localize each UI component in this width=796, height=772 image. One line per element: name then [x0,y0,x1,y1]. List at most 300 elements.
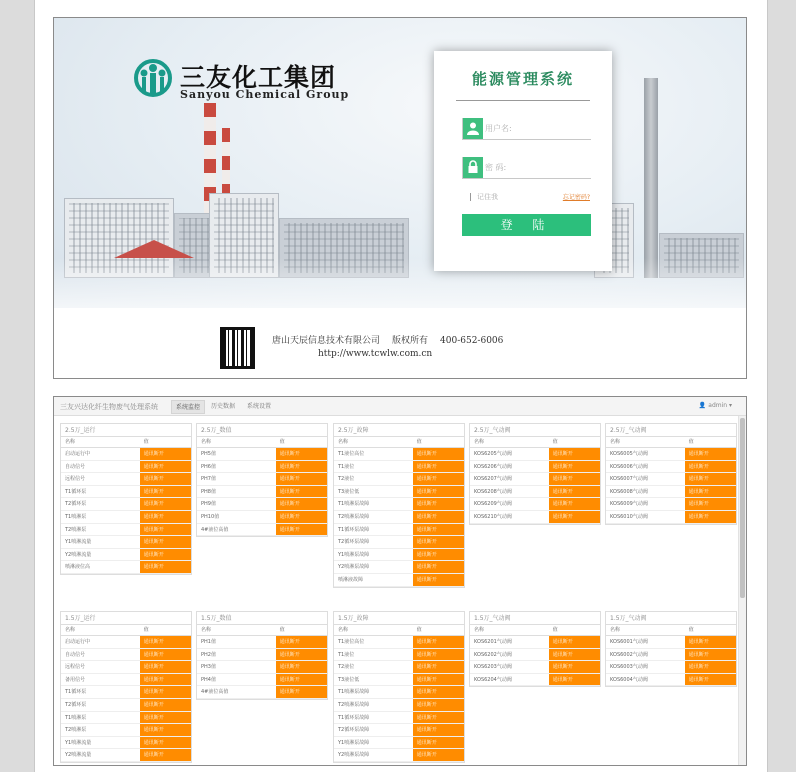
row-name: T1喷淋泵 [65,714,87,721]
user-icon [463,118,483,139]
table-row [470,448,600,461]
row-name: PH2值 [201,651,216,658]
footer-phone: 400-652-6006 [440,336,504,346]
table-row [334,549,464,562]
table-header [470,625,600,636]
table-header [334,437,464,448]
row-status-badge: 通讯断开 [413,486,464,498]
table-row [606,674,736,687]
table-row [61,661,191,674]
row-name: KOS6009气动阀 [610,501,648,508]
row-name: KOS6203气动阀 [474,664,512,671]
column-header-value: 值 [552,627,558,633]
table-header [334,625,464,636]
user-icon: 👤 [698,402,709,409]
row-status-badge: 通讯断开 [413,661,464,673]
panel-title: 1.5万_数值 [197,612,327,625]
row-status-badge: 通讯断开 [140,724,191,736]
table-row [606,461,736,474]
status-panel [469,423,601,525]
row-status-badge: 通讯断开 [140,686,191,698]
table-row [606,511,736,524]
table-row [334,661,464,674]
row-status-badge: 通讯断开 [685,498,736,510]
column-header-value: 值 [143,439,149,445]
row-name: T1循环泵 [65,689,87,696]
company-name-en: Sanyou Chemical Group [180,88,350,101]
row-status-badge: 通讯断开 [140,448,191,460]
table-row [61,724,191,737]
top-navbar [54,397,746,416]
status-panel [469,611,601,687]
row-status-badge: 通讯断开 [549,636,600,648]
row-name: KOS6204气动阀 [474,676,512,683]
panel-title: 2.5万_故障 [334,424,464,437]
row-status-badge: 通讯断开 [685,448,736,460]
table-row [470,486,600,499]
row-status-badge: 通讯断开 [276,461,327,473]
table-header [470,437,600,448]
row-status-badge: 通讯断开 [140,561,191,573]
panel-title: 2.5万_数值 [197,424,327,437]
row-name: T2循环泵 [65,501,87,508]
row-status-badge: 通讯断开 [276,511,327,523]
row-name: T3液位低 [338,676,360,683]
table-row [197,486,327,499]
row-name: KOS6207气动阀 [474,476,512,483]
row-name: 喷淋液故障 [338,576,364,583]
row-name: T2液位 [338,476,355,483]
table-row [61,712,191,725]
row-name: KOS6006气动阀 [610,463,648,470]
table-row [606,498,736,511]
table-row [334,486,464,499]
row-status-badge: 通讯断开 [140,749,191,761]
status-panel [605,423,737,525]
table-row [606,448,736,461]
column-header-value: 值 [279,627,285,633]
row-name: T2液位 [338,664,355,671]
table-row [334,448,464,461]
row-name: KOS6210气动阀 [474,513,512,520]
row-name: 自动信号 [65,463,86,470]
row-status-badge: 通讯断开 [413,549,464,561]
row-name: T2喷淋泵 [65,526,87,533]
dashboard-screenshot [53,396,747,766]
row-name: 远程信号 [65,664,86,671]
column-header-name: 名称 [474,627,485,633]
table-row [197,473,327,486]
row-name: T1循环泵 [65,488,87,495]
row-status-badge: 通讯断开 [276,448,327,460]
row-name: Y1喷淋流量 [65,539,92,546]
row-name: 启动运行中 [65,451,91,457]
row-status-badge: 通讯断开 [549,511,600,523]
table-row [470,473,600,486]
table-header [606,437,736,448]
table-row [334,461,464,474]
row-status-badge: 通讯断开 [685,661,736,673]
row-status-badge: 通讯断开 [140,699,191,711]
table-row [334,561,464,574]
column-header-name: 名称 [338,439,349,445]
vertical-scrollbar[interactable] [738,416,746,765]
row-name: T1喷淋泵 [65,513,87,520]
table-row [606,486,736,499]
table-row [334,536,464,549]
table-row [470,461,600,474]
row-name: T1循环泵故障 [338,526,370,533]
row-name: Y1喷淋泵故障 [338,739,370,746]
table-row [606,636,736,649]
table-row [61,536,191,549]
row-name: KOS6010气动阀 [610,513,648,520]
table-row [470,511,600,524]
row-status-badge: 通讯断开 [140,524,191,536]
table-row [197,511,327,524]
table-row [61,636,191,649]
row-status-badge: 通讯断开 [685,636,736,648]
column-header-name: 名称 [338,627,349,633]
row-name: KOS6201气动阀 [474,639,512,645]
row-status-badge: 通讯断开 [685,473,736,485]
column-header-value: 值 [416,627,422,633]
row-name: T1喷淋泵故障 [338,501,370,508]
remember-me-checkbox[interactable] [470,192,498,202]
column-header-value: 值 [416,439,422,445]
row-name: PH10值 [201,513,220,520]
row-name: T1液位 [338,463,355,470]
row-name: PH7值 [201,476,216,483]
tab-monitor[interactable]: 系统监控 [171,400,205,414]
row-status-badge: 通讯断开 [413,636,464,648]
login-card [434,51,612,271]
row-status-badge: 通讯断开 [549,448,600,460]
row-name: Y2喷淋流量 [65,551,92,558]
table-row [197,461,327,474]
row-status-badge: 通讯断开 [140,511,191,523]
table-row [334,511,464,524]
table-row [61,686,191,699]
column-header-value: 值 [688,439,694,445]
forgot-password-link[interactable]: 忘记密码? [562,194,590,201]
row-name: T2喷淋泵故障 [338,513,370,520]
row-status-badge: 通讯断开 [276,524,327,536]
password-input[interactable] [485,159,585,175]
row-name: T1液位 [338,651,355,658]
remember-me-label: 记住我 [477,193,498,201]
table-row [334,498,464,511]
table-header [606,625,736,636]
row-name: T2喷淋泵故障 [338,701,370,708]
row-name: KOS6209气动阀 [474,501,512,508]
table-row [61,737,191,750]
row-status-badge: 通讯断开 [685,461,736,473]
row-status-badge: 通讯断开 [276,661,327,673]
qr-code-icon [220,327,255,369]
table-row [61,461,191,474]
row-status-badge: 通讯断开 [413,448,464,460]
row-name: PH5值 [201,451,216,457]
table-row [606,473,736,486]
row-status-badge: 通讯断开 [413,737,464,749]
red-roof [114,240,194,258]
table-row [61,473,191,486]
row-status-badge: 通讯断开 [685,486,736,498]
table-row [197,448,327,461]
table-row [61,448,191,461]
table-row [197,636,327,649]
table-row [61,511,191,524]
table-row [334,574,464,587]
row-name: KOS6202气动阀 [474,651,512,658]
table-row [334,699,464,712]
chimney-gray [644,78,658,278]
row-status-badge: 通讯断开 [276,636,327,648]
username-field[interactable] [462,118,591,140]
panel-title: 1.5万_气动阀 [606,612,736,625]
column-header-name: 名称 [610,627,621,633]
table-row [197,649,327,662]
column-header-value: 值 [143,627,149,633]
user-menu[interactable] [699,402,732,409]
row-status-badge: 通讯断开 [413,686,464,698]
table-row [61,649,191,662]
row-status-badge: 通讯断开 [549,661,600,673]
row-name: Y1喷淋流量 [65,739,92,746]
table-row [61,561,191,574]
row-status-badge: 通讯断开 [413,498,464,510]
row-name: PH1值 [201,639,216,645]
app-title: 三友兴达化纤生物废气处理系统 [60,403,158,411]
table-row [334,686,464,699]
row-name: T2循环泵故障 [338,727,370,734]
row-name: Y2喷淋泵故障 [338,752,370,759]
row-name: T1液位高位 [338,639,365,645]
table-row [334,749,464,762]
row-name: KOS6005气动阀 [610,451,648,457]
table-row [470,636,600,649]
row-name: T2喷淋泵 [65,727,87,734]
row-name: PH8值 [201,488,216,495]
row-status-badge: 通讯断开 [140,661,191,673]
row-status-badge: 通讯断开 [140,486,191,498]
footer-company: 唐山天辰信息技术有限公司 [272,336,381,346]
table-row [61,699,191,712]
table-row [334,724,464,737]
row-name: 备用信号 [65,676,86,683]
row-status-badge: 通讯断开 [140,473,191,485]
company-name-cn: 三友化工集团 [180,63,337,92]
row-status-badge: 通讯断开 [413,649,464,661]
row-name: T1循环泵故障 [338,714,370,721]
row-name: KOS6008气动阀 [610,488,648,495]
row-status-badge: 通讯断开 [685,674,736,686]
table-row [61,486,191,499]
row-status-badge: 通讯断开 [549,473,600,485]
status-panel [333,423,465,588]
table-row [334,649,464,662]
footer-copyright [272,333,515,346]
table-row [197,674,327,687]
row-status-badge: 通讯断开 [413,674,464,686]
row-name: Y2喷淋泵故障 [338,564,370,571]
row-status-badge: 通讯断开 [413,524,464,536]
row-status-badge: 通讯断开 [276,649,327,661]
background-fade [54,258,746,328]
column-header-name: 名称 [474,439,485,445]
row-status-badge: 通讯断开 [140,536,191,548]
table-row [61,674,191,687]
system-title: 能源管理系统 [471,70,574,88]
row-status-badge: 通讯断开 [276,486,327,498]
row-status-badge: 通讯断开 [413,536,464,548]
table-row [197,661,327,674]
column-header-value: 值 [688,627,694,633]
lock-icon [463,157,483,178]
table-row [606,661,736,674]
row-status-badge: 通讯断开 [549,461,600,473]
table-row [334,737,464,750]
table-row [334,674,464,687]
row-name: 4#液位高值 [201,526,229,533]
row-status-badge: 通讯断开 [413,574,464,586]
username-input[interactable] [485,120,585,136]
row-name: PH6值 [201,463,216,470]
password-field[interactable] [462,157,591,179]
panel-title: 1.5万_运行 [61,612,191,625]
row-name: PH9值 [201,501,216,508]
row-name: KOS6002气动阀 [610,651,648,658]
row-status-badge: 通讯断开 [140,498,191,510]
row-status-badge: 通讯断开 [413,749,464,761]
row-name: 喷淋液位高 [65,564,91,571]
status-panel [60,423,192,575]
row-status-badge: 通讯断开 [549,486,600,498]
row-status-badge: 通讯断开 [413,511,464,523]
table-row [61,498,191,511]
row-name: Y2喷淋流量 [65,752,92,759]
status-panel [333,611,465,763]
row-status-badge: 通讯断开 [276,498,327,510]
panel-title: 1.5万_故障 [334,612,464,625]
table-row [61,549,191,562]
row-name: KOS6208气动阀 [474,488,512,495]
table-row [197,498,327,511]
row-status-badge: 通讯断开 [140,674,191,686]
table-row [334,524,464,537]
table-row [334,712,464,725]
table-header [197,437,327,448]
tab-settings[interactable]: 系统设置 [247,403,272,410]
table-row [61,749,191,762]
table-row [470,649,600,662]
column-header-name: 名称 [65,439,76,445]
user-name: admin [708,402,728,409]
table-header [197,625,327,636]
row-name: KOS6001气动阀 [610,639,648,645]
column-header-name: 名称 [610,439,621,445]
caret-down-icon: ▾ [727,402,732,409]
row-status-badge: 通讯断开 [140,461,191,473]
row-status-badge: 通讯断开 [140,712,191,724]
column-header-value: 值 [552,439,558,445]
sanyou-logo-icon [134,58,172,100]
row-name: KOS6007气动阀 [610,476,648,483]
row-status-badge: 通讯断开 [549,498,600,510]
panel-title: 2.5万_气动阀 [606,424,736,437]
column-header-name: 名称 [201,439,212,445]
table-row [470,674,600,687]
status-panel [196,611,328,700]
panel-title: 2.5万_运行 [61,424,191,437]
table-row [334,473,464,486]
footer-url[interactable]: http://www.tcwlw.com.cn [318,349,433,359]
row-name: KOS6004气动阀 [610,676,648,683]
row-status-badge: 通讯断开 [413,724,464,736]
row-name: T2循环泵故障 [338,539,370,546]
table-row [197,686,327,699]
table-header [61,437,191,448]
row-name: KOS6206气动阀 [474,463,512,470]
row-name: KOS6003气动阀 [610,664,648,671]
row-name: PH4值 [201,676,216,683]
row-name: 4#液位高值 [201,689,229,696]
row-status-badge: 通讯断开 [549,649,600,661]
row-name: Y1喷淋泵故障 [338,551,370,558]
table-row [606,649,736,662]
tab-history[interactable]: 历史数据 [211,403,236,410]
row-status-badge: 通讯断开 [276,473,327,485]
row-name: T1喷淋泵故障 [338,689,370,696]
row-name: T1液位高位 [338,451,365,457]
row-status-badge: 通讯断开 [413,561,464,573]
row-status-badge: 通讯断开 [276,674,327,686]
table-header [61,625,191,636]
row-name: PH3值 [201,664,216,671]
row-status-badge: 通讯断开 [413,699,464,711]
row-status-badge: 通讯断开 [140,636,191,648]
table-row [334,636,464,649]
login-button[interactable]: 登 陆 [462,214,591,236]
row-status-badge: 通讯断开 [140,649,191,661]
panel-title: 1.5万_气动阀 [470,612,600,625]
status-panel [196,423,328,537]
column-header-value: 值 [279,439,285,445]
row-status-badge: 通讯断开 [549,674,600,686]
checkbox-icon [470,193,471,201]
title-divider [456,100,590,101]
footer-rights: 版权所有 [392,336,429,346]
row-name: 远程信号 [65,476,86,483]
table-row [197,524,327,537]
row-status-badge: 通讯断开 [685,649,736,661]
column-header-name: 名称 [201,627,212,633]
scrollbar-thumb[interactable] [740,418,745,598]
login-screenshot [53,17,747,379]
row-status-badge: 通讯断开 [413,712,464,724]
row-status-badge: 通讯断开 [276,686,327,698]
table-row [470,661,600,674]
row-name: 自动信号 [65,651,86,658]
panel-title: 2.5万_气动阀 [470,424,600,437]
table-row [61,524,191,537]
row-name: 启动运行中 [65,639,91,645]
row-name: T2循环泵 [65,701,87,708]
row-name: T3液位低 [338,488,360,495]
row-status-badge: 通讯断开 [140,737,191,749]
status-panel [605,611,737,687]
